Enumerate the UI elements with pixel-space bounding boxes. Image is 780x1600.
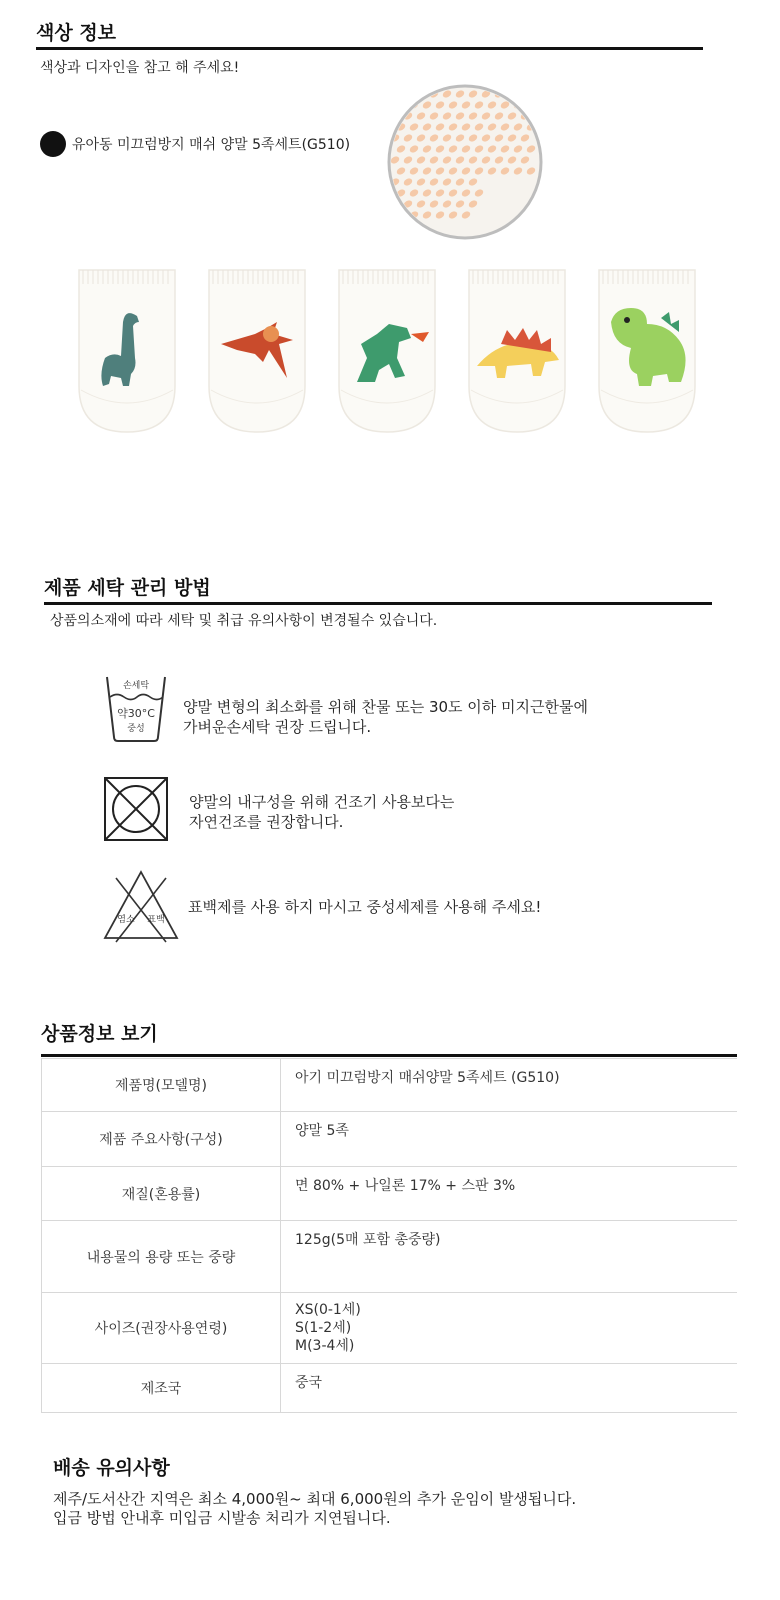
care-text-2a: 양말의 내구성을 위해 건조기 사용보다는 bbox=[189, 793, 455, 811]
color-section-subtitle: 색상과 디자인을 참고 해 주세요! bbox=[40, 60, 240, 76]
info-value bbox=[281, 1221, 738, 1293]
hand-wash-icon-mid: 약30°C bbox=[117, 707, 155, 720]
info-label: 제조국 bbox=[42, 1364, 281, 1413]
cute-dinosaur-icon bbox=[597, 266, 697, 434]
no-tumble-dry-icon bbox=[102, 775, 170, 843]
care-section-title: 제품 세탁 관리 방법 bbox=[44, 577, 211, 599]
info-value bbox=[281, 1364, 738, 1413]
info-value-line: 면 80% + 나일론 17% + 스판 3% bbox=[295, 1178, 516, 1194]
table-row bbox=[42, 1112, 738, 1167]
shipping-text-2: 입금 방법 안내후 미입금 시발송 처리가 지연됩니다. bbox=[53, 1509, 391, 1527]
hand-wash-icon bbox=[104, 673, 168, 745]
color-swatch bbox=[40, 131, 66, 157]
table-row bbox=[42, 1167, 738, 1221]
care-section-subtitle: 상품의소재에 따라 세탁 및 취급 유의사항이 변경될수 있습니다. bbox=[50, 613, 438, 629]
stegosaurus-icon bbox=[467, 266, 567, 434]
color-section-title: 색상 정보 bbox=[36, 22, 117, 44]
info-value-line: 125g(5매 포함 총중량) bbox=[295, 1232, 441, 1248]
info-label: 제품 주요사항(구성) bbox=[42, 1112, 281, 1167]
info-value bbox=[281, 1112, 738, 1167]
section-divider bbox=[41, 1054, 737, 1057]
no-bleach-icon bbox=[102, 868, 180, 944]
color-swatch-label: 유아동 미끄럼방지 매쉬 양말 5족세트(G510) bbox=[72, 137, 351, 153]
care-text-1b: 가벼운손세탁 권장 드립니다. bbox=[183, 718, 372, 736]
section-divider bbox=[44, 602, 712, 605]
product-info-table bbox=[41, 1058, 737, 1413]
info-value-line: 아기 미끄럼방지 매쉬양말 5족세트 (G510) bbox=[295, 1070, 560, 1086]
info-value-line: M(3-4세) bbox=[295, 1338, 355, 1354]
info-label: 사이즈(권장사용연령) bbox=[42, 1293, 281, 1364]
info-label: 재질(혼용률) bbox=[42, 1167, 281, 1221]
green-dragon-icon bbox=[337, 266, 437, 434]
info-value-line: XS(0-1세) bbox=[295, 1302, 361, 1318]
info-value bbox=[281, 1293, 738, 1364]
hand-wash-icon-top: 손세탁 bbox=[122, 681, 150, 691]
table-row bbox=[42, 1364, 738, 1413]
info-value bbox=[281, 1059, 738, 1112]
care-text-2b: 자연건조를 권장합니다. bbox=[189, 813, 344, 831]
info-value-line: S(1-2세) bbox=[295, 1320, 352, 1336]
info-section-title: 상품정보 보기 bbox=[41, 1023, 158, 1045]
no-bleach-icon-left: 염소 bbox=[117, 915, 135, 925]
table-row bbox=[42, 1221, 738, 1293]
table-row bbox=[42, 1293, 738, 1364]
sole-closeup-image bbox=[387, 84, 543, 240]
hand-wash-icon-bot: 중성 bbox=[127, 724, 145, 734]
no-bleach-icon-right: 표백 bbox=[147, 915, 165, 925]
care-text-1a: 양말 변형의 최소화를 위해 찬물 또는 30도 이하 미지근한물에 bbox=[183, 698, 588, 716]
shipping-section-title: 배송 유의사항 bbox=[53, 1457, 170, 1479]
pterodactyl-icon bbox=[207, 266, 307, 434]
info-value-line: 중국 bbox=[295, 1375, 323, 1391]
info-label: 내용물의 용량 또는 중량 bbox=[42, 1221, 281, 1293]
info-label: 제품명(모델명) bbox=[42, 1059, 281, 1112]
shipping-text-1: 제주/도서산간 지역은 최소 4,000원~ 최대 6,000원의 추가 운임이 발생됩니다. bbox=[53, 1490, 577, 1508]
care-text-3: 표백제를 사용 하지 마시고 중성세제를 사용해 주세요! bbox=[188, 898, 542, 916]
brachiosaurus-icon bbox=[77, 266, 177, 434]
info-value bbox=[281, 1167, 738, 1221]
info-value-line: 양말 5족 bbox=[295, 1123, 349, 1139]
section-divider bbox=[36, 47, 703, 50]
table-row bbox=[42, 1059, 738, 1112]
